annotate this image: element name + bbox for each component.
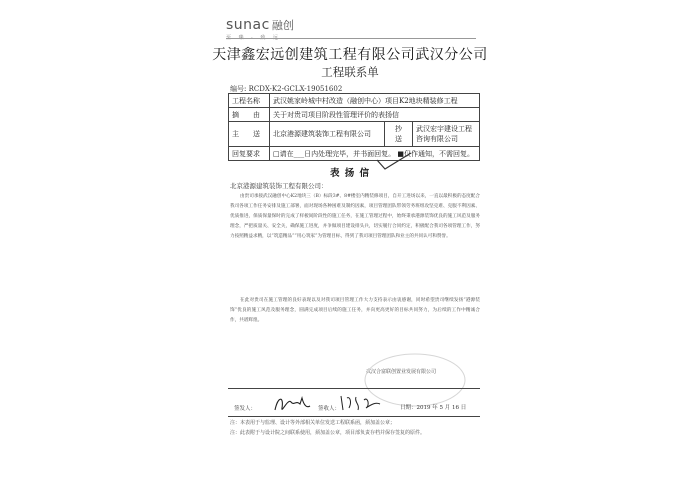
reply-value: □请在___日内处理完毕，并书面回复。 ■仅作通知，不需回复。 <box>270 147 480 161</box>
document-number: 编号: RCDX-K2-GCLX-19051602 <box>230 85 343 93</box>
brand-name: sunac <box>226 17 270 33</box>
issuer-signature-icon <box>272 392 312 416</box>
issuer-label: 签发人： <box>234 406 257 412</box>
to-value: 北京港源建筑装饰工程有限公司 <box>270 122 385 147</box>
brand-slogan: 至 臻 · 致 远 <box>226 35 281 41</box>
contact-form-table <box>228 93 480 161</box>
letter-paragraph-2: 在此对贵司在施工管理的良好表现以及对我司项目管理工作大力支持表示由衷感谢，同时希望贵司继续发扬“港源装饰”优良的施工风范及服务理念，圆满完成项目后续的施工任务，并向更高更好的目标共同努力，为后续的工作中精诚合作，共谱辉煌。 <box>230 298 480 323</box>
note-line-1: 注：本表用于与监理、设计等外部相关单位发送工程联系函，须加盖公章； <box>230 420 396 426</box>
notes-divider <box>228 416 480 417</box>
subject-label: 摘 由 <box>229 108 270 122</box>
sign-date: 日期：2019 年 5 月 16 日 <box>400 405 467 411</box>
letter-signer: 武汉合富联创置业发展有限公司 <box>366 369 437 375</box>
letter-salutation: 北京港源建筑装饰工程有限公司： <box>230 182 328 190</box>
note-line-2: 注：此表附于与设计院之间联系使用，须加盖公章，项目部负责存档并保存签复的原件。 <box>230 430 426 436</box>
form-row-project <box>229 94 480 108</box>
company-name: 天津鑫宏远创建筑工程有限公司武汉分公司 <box>212 47 488 63</box>
letter-paragraph-1: 由贵司承接武汉融创中心K2地块三（B）标段3#、8#楼室内精装修项目，自开工进场以来，一直以最积极的态度配合我司各项工作任务安排及施工部署，面对现场各种困难及制约因素，项目管理团队带领劳务班组攻坚克难、克服不利因素、优质推进，保质保量保时的完成了样板间阶段性的施工任务，在施工管理过程中，始终秉承港源装饰优良的施工风范及服务理念，严把质量关、安全关，确保施工进度，并争做项目建设排头兵，切实履行合同约定，积极配合我司各项管理工作，努力按照精益求精，以“筑造精品”“用心筑家”为管理目标，得到了我司项目管理团队和业主的共同认可和赞誉。 <box>230 194 480 239</box>
document-title: 工程联系单 <box>321 65 379 79</box>
sunac-logo <box>226 14 294 41</box>
brand-name-cn: 融创 <box>271 19 294 32</box>
receiver-label: 签收人： <box>318 406 341 412</box>
letter-title: 表 扬 信 <box>329 168 371 179</box>
form-row-reply <box>229 147 480 161</box>
reply-label: 回复要求 <box>229 147 270 161</box>
project-label: 工程名称 <box>229 94 270 108</box>
project-value: 武汉姚家岭城中村改造（融创中心）项目K2地块精装修工程 <box>270 94 480 108</box>
cc-label: 抄 送 <box>385 122 413 147</box>
form-row-subject <box>229 108 480 122</box>
header-divider <box>226 38 476 39</box>
subject-value: 关于对贵司项目阶段性管理评价的表扬信 <box>270 108 480 122</box>
to-label: 主 送 <box>229 122 270 147</box>
cc-value: 武汉宏宇建设工程咨询有限公司 <box>413 122 480 147</box>
form-row-recipients <box>229 122 480 147</box>
receiver-signature-icon <box>338 392 382 414</box>
